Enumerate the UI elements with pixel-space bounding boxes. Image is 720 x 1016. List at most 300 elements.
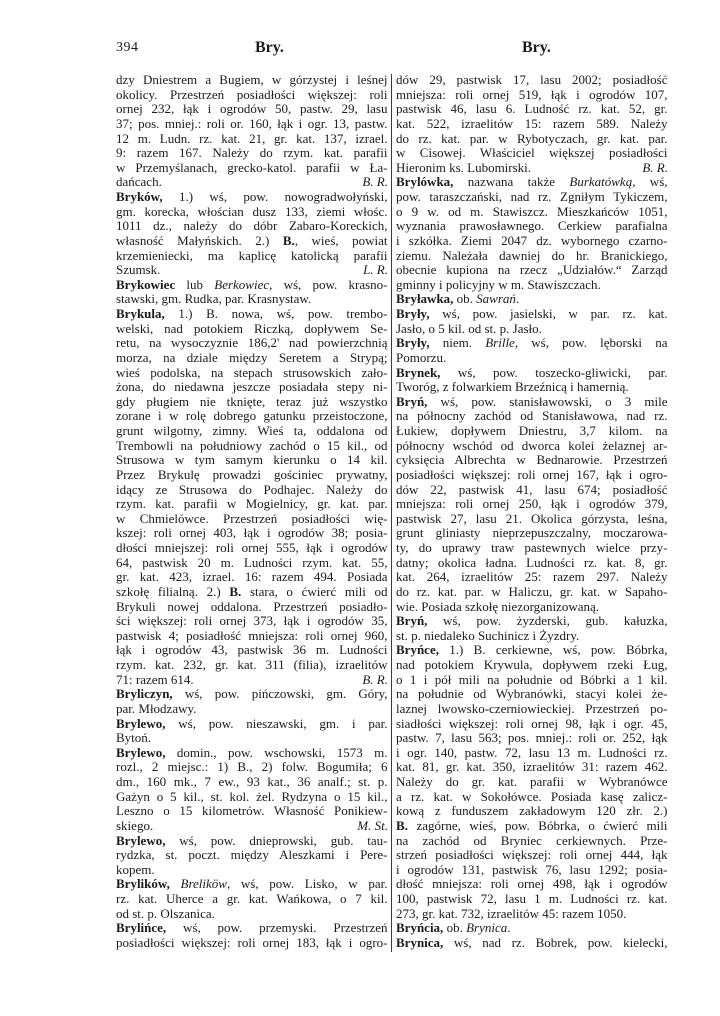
text-line [396, 643, 668, 658]
entry-headword: Brykula, [116, 306, 165, 321]
text-line [116, 351, 388, 366]
text-line [396, 585, 668, 600]
line-text: krzemieniecki, ma kaplicę katolicką parafii [116, 247, 388, 263]
entry-headword: Brylówka, [396, 174, 454, 190]
italic-text: Breliköw [180, 876, 227, 892]
text-line [396, 322, 668, 337]
line-text: rydzka, st. poczt. między Aleszkami i Pere- [116, 847, 388, 863]
text-line [396, 746, 668, 761]
line-text: 1.) B. cerkiewne, wś, pow. Bóbrka, [438, 642, 668, 658]
line-text: idący ze Strusowa do Podhajec. Należy do [116, 481, 388, 497]
line-text: dów 22, pastwisk 41, lasu 674; posiadłość [396, 481, 668, 497]
text-line [116, 132, 388, 147]
entry-headword: Bryliczyn, [116, 686, 173, 702]
line-text: 1011 dz., należy do dóbr Zabaro-Koreckich, [116, 218, 388, 234]
line-text: rzym. kat. 232, gr. kat. 311 (filia), izraelitów [116, 657, 388, 672]
text-line [116, 775, 388, 790]
entry-headword: Brynica, [396, 934, 444, 950]
text-line [116, 249, 388, 264]
line-text: posiadłości większej: roli ornej 183, łąk i ogro- [116, 934, 388, 950]
line-text: niem. [429, 335, 486, 351]
line-text: pastwisk 27, lasu 21. Okolica górzysta, leśna, [396, 510, 668, 526]
line-text: kopem. [116, 861, 155, 877]
line-text: Hieronim ks. Lubomirski. [396, 159, 532, 175]
line-text: Leszno o 15 kilometrów. Własność Ponikiew- [116, 803, 388, 819]
bold-text: B. [282, 232, 295, 248]
text-line [396, 673, 668, 688]
text-line [396, 249, 668, 264]
line-text: Tworóg, z folwarkiem Brzeźnicą i hamernią. [396, 379, 629, 395]
line-text: 9: razem 167. Należy do rzym. kat. parafii [116, 145, 388, 161]
text-line [116, 395, 388, 410]
line-text: rozl., 2 miejsc.: 1) B., 2) folw. Bogumiła; 6 [116, 759, 388, 775]
text-line [116, 819, 388, 834]
text-line [396, 863, 668, 878]
line-text: zorane i w rolę dobrego gatunku przeistoczone, [116, 408, 388, 424]
text-line [116, 439, 388, 454]
line-text: wś, pow. nieszawski, gm. i par. [165, 715, 388, 731]
line-text: nazwana także [453, 174, 570, 190]
text-line [396, 877, 668, 892]
line-text: pastw. 7, lasu 563; pos. mniej.: roli or. 252, łąk [396, 730, 668, 746]
text-line [396, 717, 668, 732]
line-text: i ogr. 140, pastw. 72, lasu 13 m. Ludności rz. [396, 744, 668, 760]
entry-headword: Bryńcia, [396, 920, 444, 936]
text-line [116, 366, 388, 381]
line-text: gm. korecka, włościan dusz 133, ziemi włośc. [116, 203, 388, 219]
dictionary-entry [116, 834, 388, 878]
text-line [116, 570, 388, 585]
line-text: nad potokiem Krywula, dopływem rzeki Ług, [396, 657, 668, 672]
text-line [116, 848, 388, 863]
line-text: morza, na dziale między Seretem a Strypą; [116, 349, 388, 365]
text-line [396, 307, 668, 322]
dictionary-entry [116, 717, 388, 746]
line-text: dłość mniejsza: roli ornej 498, łąk i ogrodów [396, 876, 668, 892]
text-line [116, 658, 388, 673]
line-text: lub [175, 276, 215, 292]
line-text: , wś, pow. Lisko, w par. [226, 876, 388, 892]
text-line [396, 351, 668, 366]
text-line [396, 804, 668, 819]
line-text: wś, pow. żyzderski, gub. kałuzka, [427, 613, 668, 629]
line-text: posiadłości większej: roli ornej 167, łąk i ogro- [396, 466, 668, 482]
line-text: i ogrodów 131, pastwisk 76, lasu 1292; posia- [396, 861, 668, 877]
text-line [116, 892, 388, 907]
text-line [396, 790, 668, 805]
text-line [396, 175, 668, 190]
line-text: pow. taraszczański, nad rz. Zgniłym Tykiczem, [396, 189, 668, 204]
author-signature: B. R. [642, 159, 668, 175]
text-line [396, 453, 668, 468]
line-text: , wś, [632, 174, 668, 190]
text-line [116, 175, 388, 190]
text-line [396, 819, 668, 834]
entry-headword: Bryławka, [396, 291, 454, 307]
line-text: pastwisk 4; posiadłość mniejsza: roli ornej 960, [116, 627, 388, 643]
text-line [116, 921, 388, 936]
text-line [396, 497, 668, 512]
text-line [116, 556, 388, 571]
text-line [396, 234, 668, 249]
text-line [396, 526, 668, 541]
line-text: 64, pastwisk 20 m. Ludności rzym. kat. 55, [116, 554, 388, 570]
line-text: 100, pastwisk 72, lasu 1 m. Ludności rz. kat. [396, 891, 668, 906]
text-line [396, 921, 668, 936]
dictionary-entry [116, 73, 388, 190]
text-line [396, 424, 668, 439]
text-line [396, 702, 668, 717]
line-text: , wś, pow. krasno- [269, 276, 388, 292]
line-text: . [515, 291, 520, 307]
line-text: dm., 160 mk., 7 ew., 93 kat., 36 analf.; st. p. [116, 774, 388, 789]
line-text: 1.) wś, pow. nowogradwołyński, [162, 189, 388, 204]
line-text: na północny zachód od Stanisławowa, nad rz. [396, 408, 668, 424]
text-line [396, 658, 668, 673]
text-line [396, 687, 668, 702]
line-text: dłości mniejszej: roli ornej 555, łąk i ogrodów [116, 540, 388, 555]
text-line [116, 834, 388, 849]
text-line [396, 205, 668, 220]
left-column [116, 73, 388, 951]
line-text: stara, o ćwierć mili od [241, 583, 388, 599]
line-text: Brykuli nowej oddalona. Przestrzeń posiadło- [116, 598, 388, 614]
text-line [396, 73, 668, 88]
line-text: gdy pługiem nie tknięte, teraz już wszystko [116, 393, 388, 409]
line-text: wś, pow. stanisławowski, o 3 mile [427, 393, 668, 409]
line-text: ob. [453, 291, 477, 307]
line-text: o 9 w. od m. Stawiszcz. Mieszkańców 1051, [396, 203, 668, 219]
text-line [116, 643, 388, 658]
line-text: kową z funduszem zakładowym 120 złr. 2.) [396, 803, 668, 819]
line-text: par. Młodzawy. [116, 700, 197, 716]
text-line [116, 863, 388, 878]
text-line [116, 409, 388, 424]
dictionary-entry [116, 307, 388, 687]
dictionary-entry [396, 921, 668, 936]
text-line [116, 673, 388, 688]
line-text: ziemu. Należała dawniej do hr. Branickiego, [396, 247, 668, 263]
line-text: rzym. kat. parafii w Mogielnicy, gr. kat. par. [116, 496, 388, 512]
text-line [116, 161, 388, 176]
text-line [396, 570, 668, 585]
line-text: w Cisowej. Właściciel większej posiadłości [396, 145, 668, 161]
text-line [396, 512, 668, 527]
line-text: 12 m. Ludn. rz. kat. 21, gr. kat. 137, izrael. [116, 130, 388, 146]
text-line [116, 936, 388, 951]
line-text: 71: razem 614. [116, 671, 194, 687]
text-line [116, 453, 388, 468]
line-text: Przez Brykulę prowadzi gościniec prywatny, [116, 466, 388, 482]
text-line [396, 146, 668, 161]
dictionary-entry [396, 614, 668, 643]
dictionary-entry [396, 366, 668, 395]
text-line [396, 366, 668, 381]
line-text: do rz. kat. par. w Haliczu, gr. kat. w Sapaho- [396, 583, 668, 599]
bold-text: B. [396, 817, 408, 833]
line-text: 1.) B. nowa, wś, pow. trembo- [164, 306, 388, 321]
text-line [396, 263, 668, 278]
line-text: st. p. niedaleko Suchinicz i Żyzdry. [396, 627, 580, 643]
line-text: Pomorzu. [396, 349, 447, 365]
entry-headword: Bryń, [396, 393, 428, 409]
line-text: wyznania prawosławnego. Cerkiew parafialna [396, 218, 668, 234]
text-line [116, 307, 388, 322]
line-text: retu, na wysoczyznie 186,2' nad powierzchnią [116, 335, 388, 351]
dictionary-entry [116, 877, 388, 921]
italic-text: Berkowiec [214, 276, 270, 292]
text-line [116, 717, 388, 732]
text-line [116, 468, 388, 483]
bold-text: B. [229, 583, 242, 599]
running-head-left: Bry. [255, 39, 284, 56]
text-line [396, 600, 668, 615]
line-text: o 1 i pół mili na południe od Bóbrki a 1 kil. [396, 671, 668, 687]
text-line [116, 380, 388, 395]
line-text: dów 29, pastwisk 17, lasu 2002; posiadłość [396, 72, 668, 87]
entry-headword: Brylewo, [116, 744, 166, 760]
line-text: gr. kat. 423, izrael. 16: razem 494. Posiada [116, 569, 388, 585]
italic-text: Brynica [466, 920, 508, 936]
text-line [396, 219, 668, 234]
line-text: wś, pow. jasielski, w par. rz. kat. [429, 306, 668, 321]
line-text: rz. kat. Uherce a gr. kat. Wańkowa, o 7 kil. [116, 891, 388, 906]
text-line [116, 102, 388, 117]
line-text: wś, nad rz. Bobrek, pow. kielecki, [443, 934, 668, 950]
text-line [396, 102, 668, 117]
entry-headword: Bryń, [396, 613, 428, 629]
text-line [396, 395, 668, 410]
text-line [116, 629, 388, 644]
entry-headword: Brynek, [396, 364, 441, 380]
line-text: siadłości większej: roli ornej 98, łąk i ogr. 45, [396, 715, 668, 731]
text-line [396, 848, 668, 863]
line-text: . [507, 920, 511, 936]
text-line [396, 731, 668, 746]
text-line [396, 468, 668, 483]
entry-headword: Brylewo, [116, 832, 166, 848]
text-line [116, 600, 388, 615]
text-line [116, 746, 388, 761]
line-text: ob. [443, 920, 467, 936]
dictionary-entry [396, 292, 668, 307]
text-line [116, 877, 388, 892]
line-text: wieś podolska, na stepach strusowskich zało- [116, 364, 388, 380]
text-line [396, 936, 668, 951]
line-text: do rz. kat. par. w Rybotyczach, gr. kat. par. [396, 130, 668, 146]
line-text: szkołę filialną. 2.) [116, 583, 230, 599]
line-text: dzy Dniestrem a Bugiem, w górzystej i leśnej [116, 72, 388, 87]
text-line [396, 907, 668, 922]
text-line [116, 687, 388, 702]
text-line [396, 336, 668, 351]
line-text: 273, gr. kat. 732, izraelitów 45: razem 1050. [396, 905, 627, 921]
line-text: stawski, gm. Rudka, par. Krasnystaw. [116, 291, 312, 307]
line-text: ornej 232, łąk i ogrodów 50, pastw. 29, lasu [116, 101, 388, 117]
line-text: od st. p. Olszanica. [116, 905, 215, 921]
line-text: , wieś, powiat [294, 232, 388, 248]
line-text: 37; pos. mniej.: roli or. 160, łąk i ogr. 13, pastw. [116, 115, 388, 131]
text-line [116, 804, 388, 819]
right-column [396, 73, 668, 951]
text-line [116, 88, 388, 103]
dictionary-entry [116, 190, 388, 278]
line-text: datny; okolica ładna. Ludności rz. kat. 8, gr. [396, 554, 668, 570]
text-line [116, 424, 388, 439]
line-text: zagórne, wieś, pow. Bóbrka, o ćwierć mili [407, 817, 668, 833]
line-text: kat. 81, gr. kat. 350, izraelitów 31: razem 462. [396, 759, 668, 775]
text-line [396, 278, 668, 293]
line-text: wś, pow. przemyski. Przestrzeń [166, 920, 388, 936]
line-text: skiego. [116, 817, 154, 833]
line-text: łąk i ogrodów 43, pastwisk 36 m. Ludności [116, 642, 388, 658]
text-line [396, 132, 668, 147]
line-text: strzeń posiadłości większej: roli ornej 444, łąk [396, 847, 668, 863]
text-line [396, 88, 668, 103]
author-signature: L. R. [363, 262, 388, 278]
entry-headword: Brykowiec [116, 276, 176, 292]
line-text: domin., pow. wschowski, 1573 m. [165, 744, 388, 760]
text-line [116, 322, 388, 337]
text-line [116, 512, 388, 527]
text-line [396, 760, 668, 775]
line-text: kat. 522, izraelitów 15: razem 589. Należy [396, 115, 668, 131]
line-text: wś, pow. toszecko-gliwicki, par. [440, 364, 668, 380]
author-signature: M. St. [357, 817, 388, 833]
text-line [396, 629, 668, 644]
dictionary-entry [396, 643, 668, 921]
line-text: Łukiew, dopływem Dniestru, 3,7 kilom. na [396, 423, 668, 438]
text-line [116, 146, 388, 161]
italic-text: Burkatówką [569, 174, 633, 190]
italic-text: Sawrań [476, 291, 516, 307]
line-text: ty, do uprawy traw pastewnych wielce przy- [396, 540, 668, 555]
dictionary-entry [116, 746, 388, 834]
text-line [396, 775, 668, 790]
text-line [116, 731, 388, 746]
text-line [116, 234, 388, 249]
text-line [396, 614, 668, 629]
page-number: 394 [116, 40, 139, 55]
line-text: mniejsza: roli ornej 519, łąk i ogrodów 107, [396, 86, 668, 102]
line-text: Gażyn o 5 kil., st. kol. żel. Rydzyna o 15 kil., [116, 788, 388, 804]
line-text: grunt gliniasty nieprzepuszczalny, moczarowa- [396, 525, 668, 541]
entry-headword: Brylewo, [116, 715, 166, 731]
line-text: dańcach. [116, 174, 162, 190]
text-line [116, 73, 388, 88]
line-text: kat. 264, izraelitów 25: razem 297. Należy [396, 569, 668, 585]
text-line [116, 702, 388, 717]
dictionary-entry [116, 687, 388, 716]
dictionary-entry [396, 73, 668, 175]
text-line [116, 760, 388, 775]
text-line [396, 117, 668, 132]
text-line [116, 190, 388, 205]
line-text: wś, pow. pińczowski, gm. Góry, [172, 686, 388, 702]
line-text: północny wschód od dworca kolei żelaznej ar- [396, 437, 668, 453]
text-line [116, 614, 388, 629]
line-text: Trembowli na południowy zachód o 15 kil., od [116, 437, 388, 453]
line-text: własność Małyńskich. 2.) [116, 232, 283, 248]
text-line [116, 205, 388, 220]
running-head-right: Bry. [522, 39, 551, 56]
column-divider [391, 74, 392, 952]
line-text: laznej lwowsko-czerniowieckiej. Przestrzeń po- [396, 700, 668, 716]
dictionary-entry [116, 278, 388, 307]
line-text: Szumsk. [116, 262, 161, 278]
italic-text: Brille [485, 335, 515, 351]
line-text: na południe od Wybranówki, stacyi kolei że- [396, 686, 668, 702]
text-line [396, 161, 668, 176]
entry-headword: Brylików, [116, 876, 170, 892]
text-line [396, 292, 668, 307]
text-line [116, 278, 388, 293]
text-line [396, 892, 668, 907]
entry-headword: Bryńce, [396, 642, 439, 658]
entry-headword: Bryły, [396, 306, 430, 321]
dictionary-entry [396, 936, 668, 951]
text-line [116, 263, 388, 278]
line-text: ści większej: roli ornej 373, łąk i ogrodów 35, [116, 613, 388, 629]
text-line [116, 117, 388, 132]
line-text: cyksięcia Albrechta w Bednarowie. Przestrzeń [396, 452, 668, 468]
line-text: na zachód od Bryniec cerkiewnych. Prze- [396, 832, 668, 848]
text-line [396, 190, 668, 205]
text-line [116, 790, 388, 805]
line-text: Strusowa w tym samym kierunku o 14 kil. [116, 452, 388, 468]
line-text: w Chmielówce. Przestrzeń posiadłości wię- [116, 510, 388, 526]
text-line [116, 219, 388, 234]
entry-headword: Bryków, [116, 189, 163, 204]
text-line [396, 409, 668, 424]
line-text: kszej: roli ornej 403, łąk i ogrodów 38; posia- [116, 525, 388, 541]
line-text: , wś, pow. lęborski na [514, 335, 668, 351]
line-text: wie. Posiada szkołę niezorganizowaną. [396, 598, 599, 614]
line-text: obecnie kupiona na rzecz „Udziałów.“ Zarząd [396, 262, 668, 278]
text-line [396, 439, 668, 454]
author-signature: B. R. [362, 671, 388, 687]
dictionary-entry [396, 307, 668, 336]
text-line [396, 483, 668, 498]
line-text: pastwisk 46, lasu 6. Ludność rz. kat. 52, gr. [396, 101, 668, 117]
line-text: w Przemyślanach, grecko-katol. parafii w Ła- [116, 159, 388, 175]
text-line [396, 541, 668, 556]
text-line [396, 556, 668, 571]
line-text [170, 876, 181, 891]
dictionary-entry [396, 336, 668, 365]
text-line [116, 497, 388, 512]
text-line [116, 292, 388, 307]
dictionary-entry [396, 395, 668, 614]
entry-headword: Bryły, [396, 335, 430, 351]
author-signature: B. R. [362, 174, 388, 190]
line-text: Należy do gr. kat. parafii w Wybranówce [396, 774, 668, 789]
text-line [396, 834, 668, 849]
line-text: żona, do niedawna jeszcze posiadała stepy ni- [116, 379, 388, 395]
text-line [116, 336, 388, 351]
line-text: a rz. kat. w Sokołówce. Posiada kasę zalicz- [396, 788, 668, 804]
dictionary-entry [116, 921, 388, 950]
line-text: Bytoń. [116, 730, 152, 746]
line-text: grunt wilgotny, zimny. Wieś ta, oddalona od [116, 423, 388, 438]
text-line [396, 380, 668, 395]
line-text: okolicy. Przestrzeń posiadłości większej: roli [116, 86, 388, 102]
text-line [116, 585, 388, 600]
dictionary-entry [396, 175, 668, 292]
line-text: welski, nad potokiem Riczką, dopływem Se- [116, 320, 388, 336]
line-text: Jasło, o 5 kil. od st. p. Jasło. [396, 320, 542, 336]
text-line [116, 483, 388, 498]
